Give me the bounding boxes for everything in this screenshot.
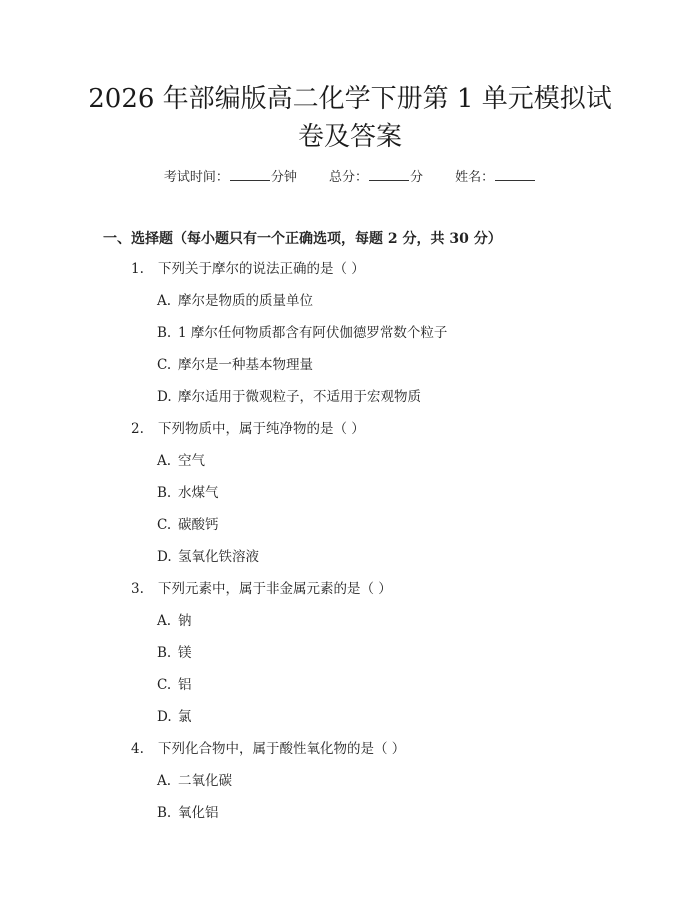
option-text: 镁: [178, 645, 192, 661]
option-text: 铝: [178, 677, 192, 693]
option-letter: D.: [157, 389, 172, 405]
question-item: [131, 258, 365, 280]
option-letter: A.: [157, 613, 172, 629]
option-text: 氯: [178, 709, 192, 725]
question-number: 4.: [131, 741, 144, 757]
option-text: 摩尔是物质的质量单位: [178, 293, 313, 309]
option-text: 摩尔适用于微观粒子，不适用于宏观物质: [178, 389, 421, 405]
question-text: 下列化合物中，属于酸性氧化物的是（ ）: [158, 741, 406, 757]
option-item: [157, 770, 232, 792]
option-letter: B.: [157, 645, 172, 661]
option-item: [157, 706, 192, 728]
option-item: [157, 642, 192, 664]
question-text: 下列元素中，属于非金属元素的是（ ）: [158, 581, 392, 597]
question-item: [131, 418, 365, 440]
question-item: [131, 738, 405, 760]
option-text: 氧化铝: [178, 805, 219, 821]
option-item: [157, 482, 219, 504]
student-name-blank: [495, 166, 535, 181]
exam-info-line: [0, 166, 700, 189]
option-text: 水煤气: [178, 485, 219, 501]
option-text: 摩尔是一种基本物理量: [178, 357, 313, 373]
option-item: [157, 386, 421, 408]
option-item: [157, 546, 259, 568]
total-score-field: [329, 166, 423, 189]
option-item: [157, 290, 313, 312]
option-item: [157, 674, 192, 696]
total-score-blank: [369, 166, 409, 181]
option-letter: C.: [157, 517, 172, 533]
total-score-label: 总分：: [328, 170, 368, 185]
student-name-label: 姓名：: [455, 170, 495, 185]
title-line-2: 卷及答案: [297, 122, 402, 152]
option-text: 1 摩尔任何物质都含有阿伏伽德罗常数个粒子: [178, 325, 448, 341]
option-letter: B.: [157, 325, 172, 341]
option-text: 碳酸钙: [178, 517, 219, 533]
option-text: 二氧化碳: [178, 773, 232, 789]
option-letter: A.: [157, 293, 172, 309]
document-title: [60, 80, 640, 156]
option-text: 钠: [178, 613, 192, 629]
option-letter: B.: [157, 805, 172, 821]
exam-time-unit: 分钟: [270, 170, 297, 185]
option-letter: B.: [157, 485, 172, 501]
title-line-1: 2026 年部编版高二化学下册第 1 单元模拟试: [88, 84, 612, 114]
question-number: 1.: [131, 261, 144, 277]
question-item: [131, 578, 392, 600]
option-letter: A.: [157, 773, 172, 789]
question-number: 3.: [131, 581, 144, 597]
option-item: [157, 354, 313, 376]
option-letter: C.: [157, 357, 172, 373]
exam-time-blank: [230, 166, 270, 181]
section-heading: 一、选择题（每小题只有一个正确选项，每题 2 分，共 30 分）: [103, 231, 502, 247]
option-letter: D.: [157, 709, 172, 725]
exam-time-label: 考试时间：: [163, 170, 229, 185]
option-item: [157, 450, 205, 472]
option-item: [157, 514, 219, 536]
option-item: [157, 610, 192, 632]
option-text: 氢氧化铁溶液: [178, 549, 259, 565]
total-score-unit: 分: [410, 170, 424, 185]
option-item: [157, 802, 219, 824]
option-item: [157, 322, 447, 344]
option-letter: C.: [157, 677, 172, 693]
student-name-field: [455, 166, 536, 189]
question-text: 下列关于摩尔的说法正确的是（ ）: [158, 261, 365, 277]
option-letter: A.: [157, 453, 172, 469]
option-text: 空气: [178, 453, 205, 469]
question-number: 2.: [131, 421, 144, 437]
option-letter: D.: [157, 549, 172, 565]
question-text: 下列物质中，属于纯净物的是（ ）: [158, 421, 365, 437]
exam-time-field: [164, 166, 297, 189]
